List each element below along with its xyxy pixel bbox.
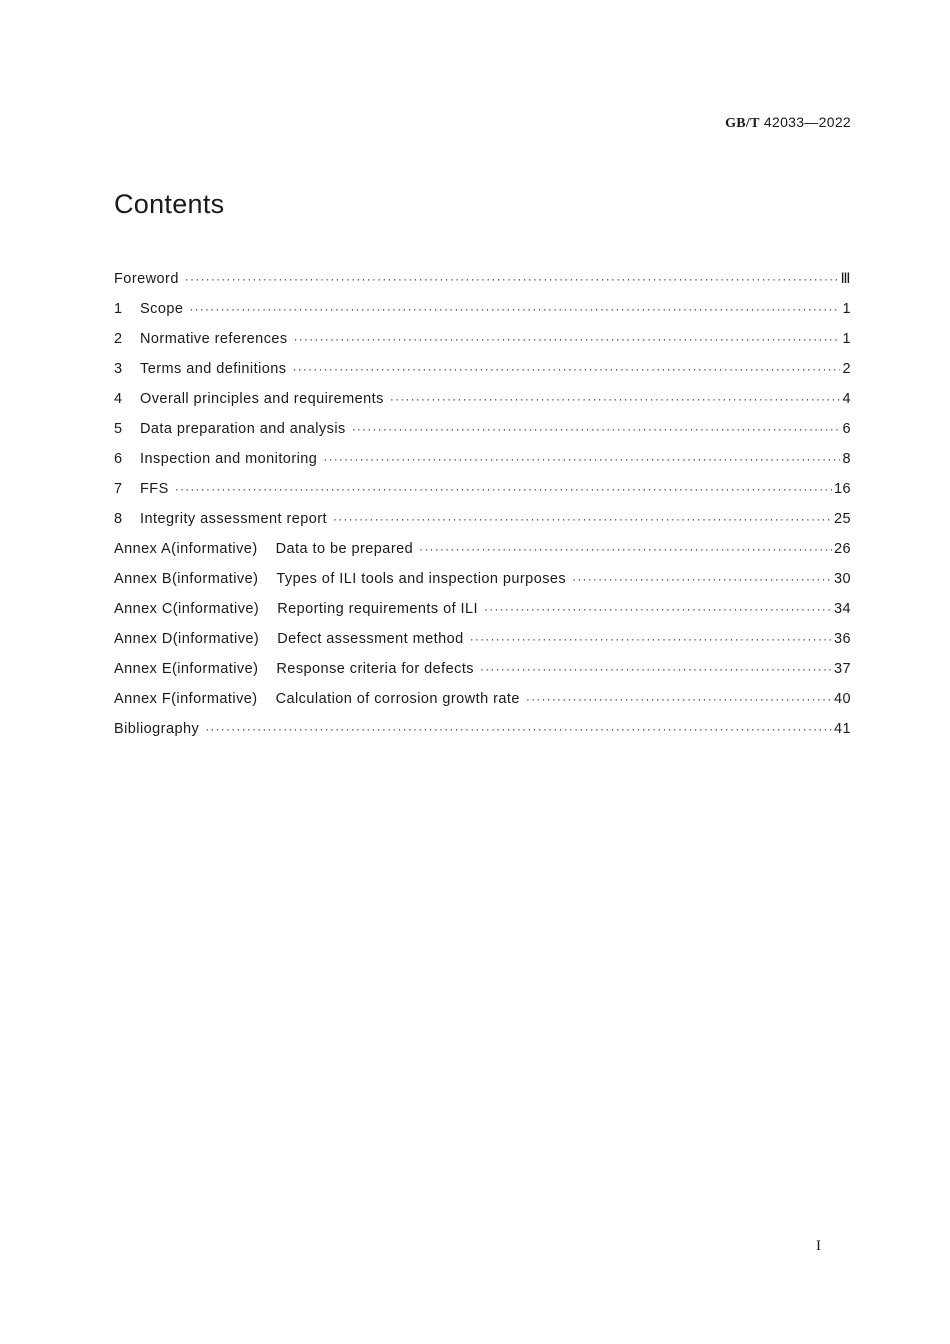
toc-annex-label: Annex C xyxy=(114,601,173,617)
toc-leader-dots xyxy=(205,722,832,736)
toc-leader-dots xyxy=(470,632,832,646)
toc-annex-label: Annex D xyxy=(114,631,173,647)
toc-leader-dots xyxy=(352,422,841,436)
toc-entry-title: Normative references xyxy=(140,331,288,347)
toc-page-number: 1 xyxy=(842,331,851,347)
toc-entry[interactable] xyxy=(114,601,851,631)
toc-annex-type: (informative) xyxy=(171,571,259,587)
toc-page-number: 8 xyxy=(842,451,851,467)
toc-entry[interactable] xyxy=(114,541,851,571)
toc-entry-number: 8 xyxy=(114,511,123,527)
toc-page-number: 2 xyxy=(842,361,851,377)
toc-page-number: 41 xyxy=(833,721,851,737)
toc-annex-label: Annex B xyxy=(114,571,172,587)
toc-entry[interactable] xyxy=(114,571,851,601)
toc-leader-dots xyxy=(185,272,839,286)
toc-leader-dots xyxy=(572,572,832,586)
standard-prefix: GB/T xyxy=(725,116,760,131)
toc-annex-label: Annex A xyxy=(114,541,172,557)
toc-leader-dots xyxy=(484,602,832,616)
toc-entry[interactable] xyxy=(114,451,851,481)
toc-annex-type: (informative) xyxy=(171,691,258,707)
toc-entry-title: Foreword xyxy=(114,271,179,287)
toc-page-number: 6 xyxy=(842,421,851,437)
toc-entry[interactable] xyxy=(114,691,851,721)
toc-entry[interactable] xyxy=(114,421,851,451)
toc-page-number: 4 xyxy=(842,391,851,407)
toc-entry[interactable] xyxy=(114,481,851,511)
toc-page-number: Ⅲ xyxy=(840,271,851,287)
toc-annex-type: (informative) xyxy=(171,661,259,677)
toc-leader-dots xyxy=(294,332,841,346)
toc-leader-dots xyxy=(323,452,840,466)
toc-entry-title: Types of ILI tools and inspection purposes xyxy=(276,571,567,587)
toc-entry-title: Integrity assessment report xyxy=(140,511,328,527)
table-of-contents xyxy=(114,271,851,751)
toc-entry-title: Data preparation and analysis xyxy=(140,421,346,437)
toc-entry-title: Scope xyxy=(140,301,184,317)
toc-entry[interactable] xyxy=(114,511,851,541)
toc-entry[interactable] xyxy=(114,631,851,661)
toc-annex-label: Annex E xyxy=(114,661,172,677)
toc-entry-title: Calculation of corrosion growth rate xyxy=(275,691,520,707)
toc-leader-dots xyxy=(175,482,832,496)
toc-entry[interactable] xyxy=(114,391,851,421)
toc-page-number: 26 xyxy=(833,541,851,557)
toc-entry-title: Response criteria for defects xyxy=(276,661,474,677)
toc-leader-dots xyxy=(419,542,832,556)
toc-entry-title: Reporting requirements of ILI xyxy=(277,601,479,617)
toc-leader-dots xyxy=(526,692,832,706)
toc-entry-number: 4 xyxy=(114,391,123,407)
toc-entry-number: 2 xyxy=(114,331,123,347)
toc-entry-number: 7 xyxy=(114,481,123,497)
toc-entry[interactable] xyxy=(114,661,851,691)
toc-leader-dots xyxy=(480,662,832,676)
toc-page-number: 1 xyxy=(842,301,851,317)
toc-page-number: 16 xyxy=(833,481,851,497)
toc-entry-title: Inspection and monitoring xyxy=(140,451,318,467)
toc-page-number: 34 xyxy=(833,601,851,617)
toc-entry[interactable] xyxy=(114,721,851,751)
toc-annex-type: (informative) xyxy=(171,541,258,557)
standard-number: 42033—2022 xyxy=(763,114,851,130)
toc-entry-number: 6 xyxy=(114,451,123,467)
toc-entry-title: Bibliography xyxy=(114,721,200,737)
toc-page-number: 36 xyxy=(833,631,851,647)
toc-page-number: 37 xyxy=(833,661,851,677)
toc-annex-label: Annex F xyxy=(114,691,172,707)
toc-entry-number: 5 xyxy=(114,421,123,437)
toc-leader-dots xyxy=(189,302,840,316)
toc-leader-dots xyxy=(390,392,841,406)
toc-entry-title: Overall principles and requirements xyxy=(140,391,384,407)
standard-code xyxy=(725,114,851,132)
toc-entry-number: 1 xyxy=(114,301,123,317)
toc-page-number: 25 xyxy=(833,511,851,527)
toc-entry-title: Defect assessment method xyxy=(277,631,464,647)
toc-entry[interactable] xyxy=(114,331,851,361)
toc-entry[interactable] xyxy=(114,301,851,331)
toc-leader-dots xyxy=(292,362,840,376)
page-title: Contents xyxy=(114,189,225,219)
toc-entry[interactable] xyxy=(114,271,851,301)
toc-leader-dots xyxy=(333,512,832,526)
page-number: I xyxy=(816,1238,821,1254)
toc-entry[interactable] xyxy=(114,361,851,391)
toc-page-number: 30 xyxy=(833,571,851,587)
toc-entry-title: FFS xyxy=(140,481,169,497)
toc-entry-title: Terms and definitions xyxy=(140,361,287,377)
toc-annex-type: (informative) xyxy=(172,601,260,617)
toc-entry-title: Data to be prepared xyxy=(275,541,414,557)
toc-page-number: 40 xyxy=(833,691,851,707)
toc-annex-type: (informative) xyxy=(172,631,260,647)
toc-entry-number: 3 xyxy=(114,361,123,377)
